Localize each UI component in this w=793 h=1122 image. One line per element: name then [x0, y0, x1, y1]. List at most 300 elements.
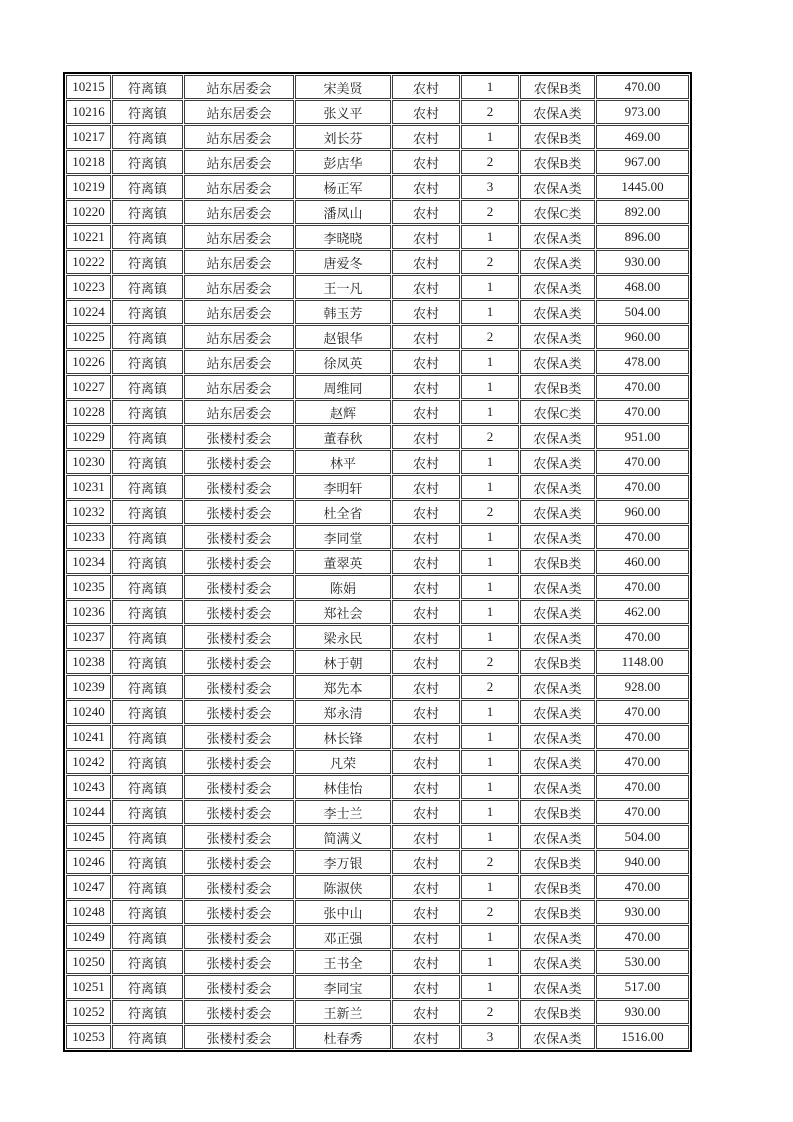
table-cell: 470.00 — [596, 75, 689, 99]
table-cell: 2 — [461, 150, 519, 174]
table-cell: 郑永清 — [295, 700, 391, 724]
table-cell: 3 — [461, 1025, 519, 1049]
table-cell: 李晓晓 — [295, 225, 391, 249]
table-cell: 符离镇 — [112, 175, 183, 199]
table-cell: 农保A类 — [520, 725, 595, 749]
table-cell: 1 — [461, 275, 519, 299]
table-cell: 462.00 — [596, 600, 689, 624]
table-cell: 农保A类 — [520, 175, 595, 199]
table-cell: 农保A类 — [520, 675, 595, 699]
table-cell: 农村 — [392, 125, 460, 149]
table-row — [66, 675, 689, 699]
table-cell: 符离镇 — [112, 325, 183, 349]
table-cell: 10238 — [66, 650, 111, 674]
table-row — [66, 325, 689, 349]
table-cell: 农村 — [392, 350, 460, 374]
table-cell: 农保C类 — [520, 200, 595, 224]
table-row — [66, 800, 689, 824]
table-cell: 符离镇 — [112, 775, 183, 799]
table-cell: 林佳怡 — [295, 775, 391, 799]
table-cell: 农村 — [392, 1000, 460, 1024]
table-cell: 1 — [461, 125, 519, 149]
table-cell: 2 — [461, 900, 519, 924]
table-cell: 1 — [461, 975, 519, 999]
table-cell: 1 — [461, 700, 519, 724]
table-cell: 504.00 — [596, 300, 689, 324]
table-cell: 张楼村委会 — [184, 750, 294, 774]
table-row — [66, 850, 689, 874]
table-cell: 站东居委会 — [184, 400, 294, 424]
table-cell: 韩玉芳 — [295, 300, 391, 324]
table-cell: 张楼村委会 — [184, 1000, 294, 1024]
table-cell: 符离镇 — [112, 875, 183, 899]
table-cell: 960.00 — [596, 500, 689, 524]
table-row — [66, 625, 689, 649]
table-row — [66, 975, 689, 999]
table-cell: 站东居委会 — [184, 200, 294, 224]
table-row — [66, 750, 689, 774]
table-cell: 10231 — [66, 475, 111, 499]
table-cell: 10248 — [66, 900, 111, 924]
table-cell: 张楼村委会 — [184, 475, 294, 499]
table-cell: 10229 — [66, 425, 111, 449]
table-cell: 928.00 — [596, 675, 689, 699]
table-cell: 农村 — [392, 100, 460, 124]
table-cell: 农村 — [392, 700, 460, 724]
table-cell: 1 — [461, 225, 519, 249]
table-cell: 1 — [461, 925, 519, 949]
table-cell: 农保C类 — [520, 400, 595, 424]
table-cell: 符离镇 — [112, 825, 183, 849]
table-cell: 10253 — [66, 1025, 111, 1049]
table-cell: 李万银 — [295, 850, 391, 874]
table-cell: 站东居委会 — [184, 275, 294, 299]
table-cell: 农保A类 — [520, 600, 595, 624]
table-cell: 10217 — [66, 125, 111, 149]
table-cell: 1 — [461, 750, 519, 774]
table-row — [66, 925, 689, 949]
table-cell: 农保A类 — [520, 950, 595, 974]
table-cell: 2 — [461, 650, 519, 674]
table-cell: 10247 — [66, 875, 111, 899]
table-cell: 农村 — [392, 600, 460, 624]
table-cell: 10245 — [66, 825, 111, 849]
table-cell: 站东居委会 — [184, 350, 294, 374]
table-cell: 农保A类 — [520, 775, 595, 799]
table-cell: 赵银华 — [295, 325, 391, 349]
table-cell: 470.00 — [596, 400, 689, 424]
table-cell: 2 — [461, 675, 519, 699]
table-cell: 10250 — [66, 950, 111, 974]
table-cell: 470.00 — [596, 875, 689, 899]
table-cell: 10221 — [66, 225, 111, 249]
table-cell: 940.00 — [596, 850, 689, 874]
table-cell: 农村 — [392, 875, 460, 899]
table-cell: 1 — [461, 450, 519, 474]
table-cell: 张楼村委会 — [184, 450, 294, 474]
table-cell: 1 — [461, 350, 519, 374]
table-cell: 梁永民 — [295, 625, 391, 649]
table-cell: 农村 — [392, 1025, 460, 1049]
table-cell: 符离镇 — [112, 250, 183, 274]
table-cell: 简满义 — [295, 825, 391, 849]
table-cell: 10234 — [66, 550, 111, 574]
table-cell: 徐凤英 — [295, 350, 391, 374]
table-cell: 农村 — [392, 450, 460, 474]
table-cell: 1 — [461, 550, 519, 574]
table-cell: 张楼村委会 — [184, 900, 294, 924]
table-cell: 1445.00 — [596, 175, 689, 199]
table-cell: 10251 — [66, 975, 111, 999]
table-cell: 符离镇 — [112, 975, 183, 999]
table-cell: 农村 — [392, 200, 460, 224]
table-row — [66, 650, 689, 674]
table-cell: 郑社会 — [295, 600, 391, 624]
table-cell: 469.00 — [596, 125, 689, 149]
table-cell: 农村 — [392, 400, 460, 424]
table-cell: 站东居委会 — [184, 250, 294, 274]
table-cell: 符离镇 — [112, 200, 183, 224]
table-cell: 站东居委会 — [184, 75, 294, 99]
table-cell: 农保A类 — [520, 275, 595, 299]
table-cell: 1 — [461, 725, 519, 749]
table-cell: 李士兰 — [295, 800, 391, 824]
table-cell: 农保B类 — [520, 125, 595, 149]
table-cell: 农村 — [392, 675, 460, 699]
table-cell: 符离镇 — [112, 800, 183, 824]
table-cell: 张楼村委会 — [184, 675, 294, 699]
table-row — [66, 550, 689, 574]
table-cell: 农村 — [392, 150, 460, 174]
table-cell: 李明轩 — [295, 475, 391, 499]
table-cell: 10237 — [66, 625, 111, 649]
table-cell: 符离镇 — [112, 100, 183, 124]
table-cell: 517.00 — [596, 975, 689, 999]
table-row — [66, 300, 689, 324]
table-cell: 农保A类 — [520, 975, 595, 999]
table-row — [66, 375, 689, 399]
table-cell: 农保A类 — [520, 500, 595, 524]
table-cell: 张楼村委会 — [184, 925, 294, 949]
table-cell: 470.00 — [596, 925, 689, 949]
table-cell: 张楼村委会 — [184, 825, 294, 849]
table-cell: 10230 — [66, 450, 111, 474]
table-cell: 张楼村委会 — [184, 850, 294, 874]
table-cell: 张楼村委会 — [184, 525, 294, 549]
table-cell: 农村 — [392, 300, 460, 324]
table-cell: 470.00 — [596, 575, 689, 599]
table-cell: 10243 — [66, 775, 111, 799]
table-cell: 10233 — [66, 525, 111, 549]
table-cell: 农村 — [392, 75, 460, 99]
table-cell: 农保B类 — [520, 900, 595, 924]
table-cell: 1 — [461, 800, 519, 824]
table-cell: 10228 — [66, 400, 111, 424]
table-cell: 1516.00 — [596, 1025, 689, 1049]
table-cell: 农保B类 — [520, 800, 595, 824]
table-cell: 2 — [461, 100, 519, 124]
table-cell: 彭店华 — [295, 150, 391, 174]
table-cell: 站东居委会 — [184, 100, 294, 124]
table-cell: 1 — [461, 875, 519, 899]
table-row — [66, 725, 689, 749]
table-cell: 10241 — [66, 725, 111, 749]
table-cell: 1 — [461, 600, 519, 624]
table-cell: 张中山 — [295, 900, 391, 924]
table-cell: 农保B类 — [520, 150, 595, 174]
table-cell: 1 — [461, 375, 519, 399]
table-cell: 符离镇 — [112, 725, 183, 749]
table-cell: 农保A类 — [520, 1025, 595, 1049]
table-cell: 张义平 — [295, 100, 391, 124]
table-cell: 符离镇 — [112, 375, 183, 399]
table-row — [66, 225, 689, 249]
table-cell: 农村 — [392, 325, 460, 349]
table-row — [66, 1000, 689, 1024]
table-cell: 2 — [461, 200, 519, 224]
table-cell: 符离镇 — [112, 650, 183, 674]
table-cell: 张楼村委会 — [184, 625, 294, 649]
table-cell: 邓正强 — [295, 925, 391, 949]
table-cell: 470.00 — [596, 625, 689, 649]
table-cell: 农保B类 — [520, 375, 595, 399]
table-cell: 赵辉 — [295, 400, 391, 424]
table-cell: 站东居委会 — [184, 325, 294, 349]
table-cell: 农村 — [392, 800, 460, 824]
table-row — [66, 500, 689, 524]
table-cell: 潘凤山 — [295, 200, 391, 224]
table-cell: 农村 — [392, 625, 460, 649]
table-cell: 农保B类 — [520, 1000, 595, 1024]
table-cell: 10225 — [66, 325, 111, 349]
table-cell: 951.00 — [596, 425, 689, 449]
table-cell: 468.00 — [596, 275, 689, 299]
table-row — [66, 475, 689, 499]
table-cell: 陈淑侠 — [295, 875, 391, 899]
table-row — [66, 125, 689, 149]
table-row — [66, 400, 689, 424]
table-cell: 符离镇 — [112, 400, 183, 424]
table-cell: 10240 — [66, 700, 111, 724]
table-cell: 张楼村委会 — [184, 800, 294, 824]
table-cell: 农保B类 — [520, 650, 595, 674]
table-cell: 470.00 — [596, 525, 689, 549]
table-cell: 凡荣 — [295, 750, 391, 774]
table-cell: 1 — [461, 575, 519, 599]
table-cell: 符离镇 — [112, 125, 183, 149]
table-cell: 张楼村委会 — [184, 950, 294, 974]
table-cell: 李同堂 — [295, 525, 391, 549]
table-cell: 2 — [461, 425, 519, 449]
table-cell: 1 — [461, 475, 519, 499]
table-cell: 农村 — [392, 950, 460, 974]
table-cell: 896.00 — [596, 225, 689, 249]
table-cell: 符离镇 — [112, 675, 183, 699]
table-cell: 符离镇 — [112, 700, 183, 724]
table-row — [66, 900, 689, 924]
table-cell: 农保A类 — [520, 525, 595, 549]
table-cell: 892.00 — [596, 200, 689, 224]
table-cell: 站东居委会 — [184, 125, 294, 149]
table-cell: 符离镇 — [112, 450, 183, 474]
table-row — [66, 1025, 689, 1049]
table-cell: 930.00 — [596, 250, 689, 274]
table-cell: 符离镇 — [112, 525, 183, 549]
table-cell: 符离镇 — [112, 425, 183, 449]
table-cell: 农村 — [392, 250, 460, 274]
table-cell: 470.00 — [596, 725, 689, 749]
table-cell: 10219 — [66, 175, 111, 199]
table-cell: 1 — [461, 300, 519, 324]
table-cell: 农保A类 — [520, 625, 595, 649]
table-cell: 10246 — [66, 850, 111, 874]
table-cell: 陈娟 — [295, 575, 391, 599]
table-cell: 10218 — [66, 150, 111, 174]
table-cell: 张楼村委会 — [184, 575, 294, 599]
table-cell: 农保A类 — [520, 250, 595, 274]
table-cell: 符离镇 — [112, 500, 183, 524]
table-body — [66, 75, 689, 1049]
table-cell: 农保B类 — [520, 550, 595, 574]
table-cell: 930.00 — [596, 1000, 689, 1024]
table-cell: 农村 — [392, 850, 460, 874]
table-cell: 农保B类 — [520, 875, 595, 899]
table-cell: 符离镇 — [112, 550, 183, 574]
table-cell: 10215 — [66, 75, 111, 99]
table-cell: 农保A类 — [520, 425, 595, 449]
table-row — [66, 100, 689, 124]
table-cell: 10244 — [66, 800, 111, 824]
table-cell: 1 — [461, 950, 519, 974]
table-cell: 符离镇 — [112, 750, 183, 774]
table-row — [66, 350, 689, 374]
table-cell: 杜春秀 — [295, 1025, 391, 1049]
table-cell: 10216 — [66, 100, 111, 124]
table-cell: 10239 — [66, 675, 111, 699]
table-cell: 农村 — [392, 275, 460, 299]
table-cell: 470.00 — [596, 700, 689, 724]
table-cell: 林平 — [295, 450, 391, 474]
table-cell: 10222 — [66, 250, 111, 274]
table-cell: 10227 — [66, 375, 111, 399]
table-cell: 张楼村委会 — [184, 1025, 294, 1049]
table-cell: 农保A类 — [520, 225, 595, 249]
table-cell: 周维同 — [295, 375, 391, 399]
table-cell: 470.00 — [596, 800, 689, 824]
table-cell: 张楼村委会 — [184, 600, 294, 624]
table-cell: 农村 — [392, 825, 460, 849]
table-cell: 符离镇 — [112, 1025, 183, 1049]
table-cell: 470.00 — [596, 475, 689, 499]
table-cell: 1 — [461, 400, 519, 424]
table-cell: 1 — [461, 825, 519, 849]
table-cell: 10236 — [66, 600, 111, 624]
table-cell: 董春秋 — [295, 425, 391, 449]
table-cell: 符离镇 — [112, 350, 183, 374]
table-cell: 农村 — [392, 525, 460, 549]
table-row — [66, 700, 689, 724]
table-cell: 973.00 — [596, 100, 689, 124]
table-cell: 张楼村委会 — [184, 425, 294, 449]
table-cell: 符离镇 — [112, 850, 183, 874]
table-cell: 农村 — [392, 550, 460, 574]
table-cell: 农保A类 — [520, 350, 595, 374]
table-cell: 符离镇 — [112, 575, 183, 599]
table-cell: 10249 — [66, 925, 111, 949]
table-cell: 农村 — [392, 375, 460, 399]
table-cell: 农村 — [392, 425, 460, 449]
table-cell: 符离镇 — [112, 600, 183, 624]
table-cell: 2 — [461, 850, 519, 874]
table-cell: 1 — [461, 75, 519, 99]
table-cell: 农保A类 — [520, 925, 595, 949]
table-cell: 站东居委会 — [184, 225, 294, 249]
table-cell: 农村 — [392, 225, 460, 249]
table-cell: 站东居委会 — [184, 300, 294, 324]
table-cell: 林长锋 — [295, 725, 391, 749]
table-cell: 1 — [461, 525, 519, 549]
table-cell: 杨正军 — [295, 175, 391, 199]
table-cell: 张楼村委会 — [184, 700, 294, 724]
table-cell: 10226 — [66, 350, 111, 374]
table-cell: 符离镇 — [112, 925, 183, 949]
table-cell: 470.00 — [596, 450, 689, 474]
table-cell: 930.00 — [596, 900, 689, 924]
table-cell: 农村 — [392, 575, 460, 599]
table-cell: 农村 — [392, 725, 460, 749]
table-cell: 符离镇 — [112, 475, 183, 499]
table-cell: 农村 — [392, 175, 460, 199]
table-cell: 张楼村委会 — [184, 975, 294, 999]
table-cell: 农保A类 — [520, 825, 595, 849]
table-cell: 农村 — [392, 975, 460, 999]
table-cell: 1 — [461, 775, 519, 799]
table-row — [66, 75, 689, 99]
table-cell: 符离镇 — [112, 950, 183, 974]
table-cell: 967.00 — [596, 150, 689, 174]
table-cell: 农保A类 — [520, 300, 595, 324]
table-cell: 宋美贤 — [295, 75, 391, 99]
table-cell: 农村 — [392, 775, 460, 799]
table-cell: 林于朝 — [295, 650, 391, 674]
table-row — [66, 425, 689, 449]
table-cell: 符离镇 — [112, 75, 183, 99]
table-cell: 符离镇 — [112, 625, 183, 649]
table-row — [66, 875, 689, 899]
table-cell: 杜全省 — [295, 500, 391, 524]
table-cell: 农村 — [392, 750, 460, 774]
table-row — [66, 150, 689, 174]
table-row — [66, 775, 689, 799]
table-cell: 站东居委会 — [184, 375, 294, 399]
table-cell: 农村 — [392, 925, 460, 949]
table-cell: 刘长芬 — [295, 125, 391, 149]
table-cell: 符离镇 — [112, 225, 183, 249]
table-cell: 10220 — [66, 200, 111, 224]
table-cell: 农保A类 — [520, 450, 595, 474]
table-cell: 农保A类 — [520, 325, 595, 349]
table-cell: 符离镇 — [112, 275, 183, 299]
table-cell: 10223 — [66, 275, 111, 299]
table-cell: 2 — [461, 325, 519, 349]
table-cell: 王一凡 — [295, 275, 391, 299]
table-cell: 2 — [461, 250, 519, 274]
table-cell: 李同宝 — [295, 975, 391, 999]
table-cell: 2 — [461, 1000, 519, 1024]
table-cell: 470.00 — [596, 750, 689, 774]
table-row — [66, 600, 689, 624]
table-row — [66, 825, 689, 849]
